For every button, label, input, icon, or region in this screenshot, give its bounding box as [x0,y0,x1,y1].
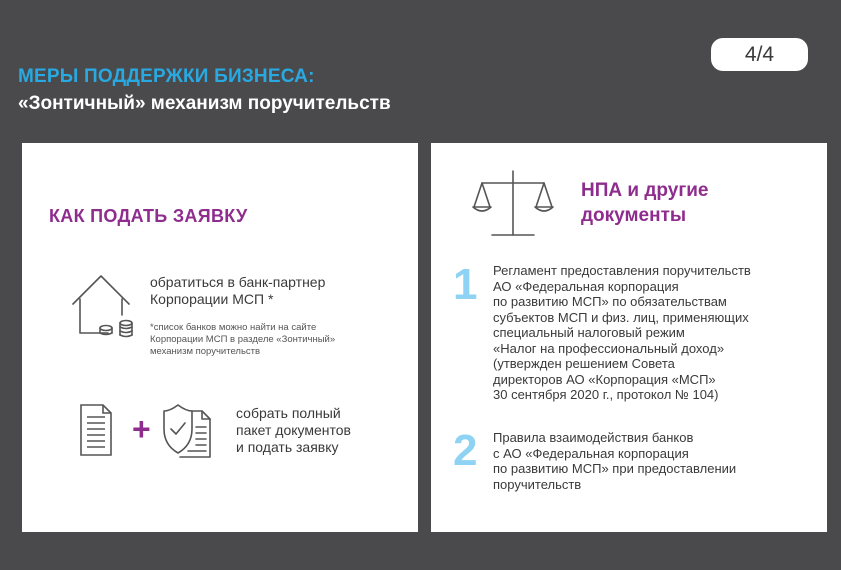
how-to-apply-card [22,143,418,532]
doc1-number: 1 [453,260,478,309]
doc2-text [493,430,815,492]
note-line3: механизм поручительств [150,346,261,357]
step2-line2: пакет документов [236,422,351,438]
page-counter-badge: 4/4 [711,38,808,71]
doc2-line: по развитию МСП» при предоставлении [493,461,737,476]
doc1-line: директоров АО «Корпорация «МСП» [493,371,716,387]
step1-line2: Корпорации МСП * [150,291,274,307]
doc2-line: поручительств [493,476,582,492]
step1-text [150,274,325,308]
house-coins-icon [70,271,140,343]
step2-line3: и подать заявку [236,439,339,455]
doc1-line: (утвержден решением Совета [493,356,675,371]
doc1-line: специальный налоговый режим [493,325,685,340]
shield-check-document-icon [162,401,216,459]
step2-text [236,405,351,456]
bank-list-note [150,322,335,358]
page-heading: МЕРЫ ПОДДЕРЖКИ БИЗНЕСА: [18,66,315,87]
step1-line1: обратиться в банк-партнер [150,274,326,290]
documents-title [581,178,708,228]
how-to-apply-title: КАК ПОДАТЬ ЗАЯВКУ [49,206,248,226]
doc2-line: Правила взаимодействия банков [493,430,694,445]
doc1-line: Регламент предоставления поручительств [493,263,751,278]
documents-title-line1: НПА и другие [581,180,709,201]
scales-icon [472,169,554,239]
plus-sign: + [132,411,151,447]
doc1-line: 30 сентября 2020 г., протокол № 104) [493,387,719,402]
step2-line1: собрать полный [236,405,341,421]
doc1-line: АО «Федеральная корпорация [493,278,679,294]
doc1-line: «Налог на профессиональный доход» [493,340,725,356]
document-icon [79,403,113,457]
note-line1: *список банков можно найти на сайте [150,322,317,333]
documents-card [431,143,827,532]
doc1-line: субъектов МСП и физ. лиц, применяющих [493,309,749,325]
page-subheading: «Зонтичный» механизм поручительств [18,93,391,114]
doc2-number: 2 [453,426,478,475]
note-line2: Корпорации МСП в разделе «Зонтичный» [150,334,336,345]
doc1-text [493,263,815,403]
doc1-line: по развитию МСП» по обязательствам [493,294,727,309]
documents-title-line2: документы [581,205,687,226]
doc2-line: с АО «Федеральная корпорация [493,445,689,461]
